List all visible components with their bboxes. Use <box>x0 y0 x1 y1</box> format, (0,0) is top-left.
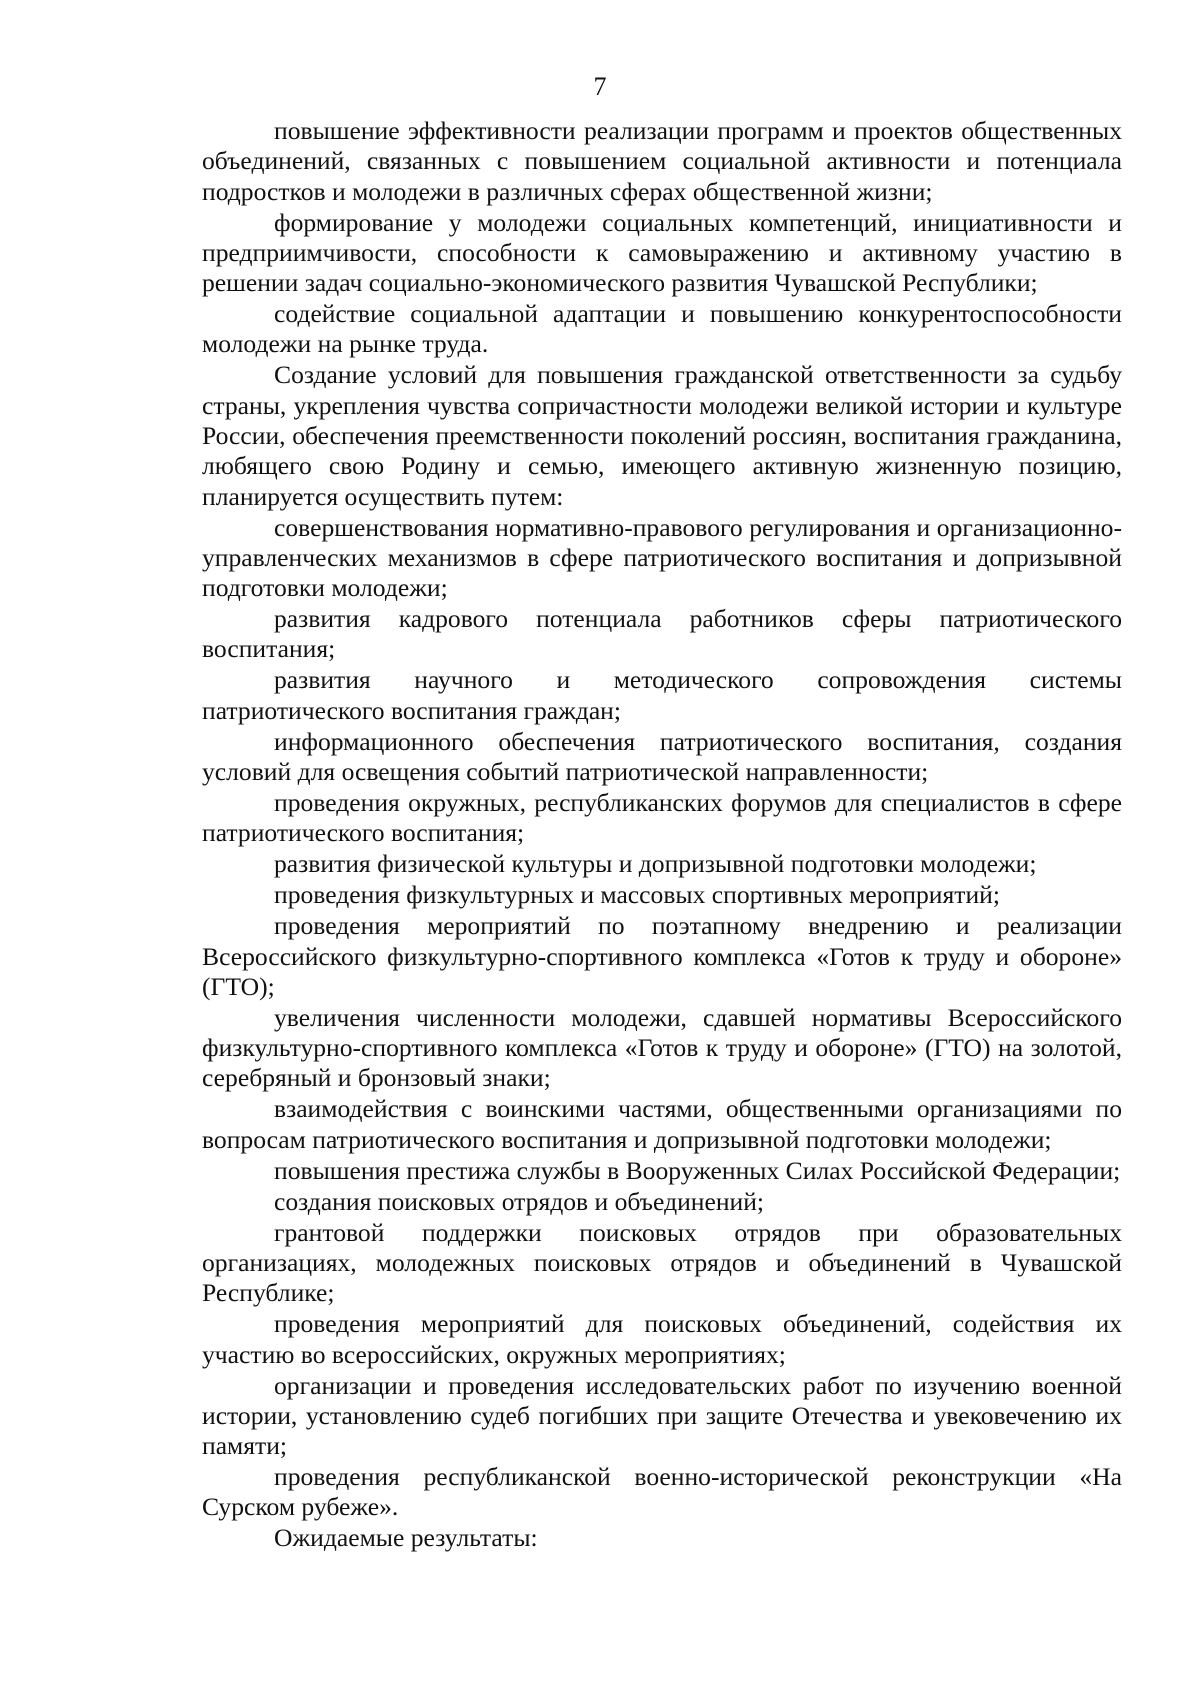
paragraph: повышение эффективности реализации программ и проектов общественных объединений, связанных с повышением социальной активности и потенциала подростков и молодежи в различных сферах общественной жизни; <box>202 116 1122 206</box>
document-body <box>202 116 1122 1554</box>
paragraph: проведения окружных, республиканских форумов для специалистов в сфере патриотического воспитания; <box>202 788 1122 848</box>
paragraph: Создание условий для повышения гражданской ответственности за судьбу страны, укрепления чувства сопричастности молодежи великой истории и культуре России, обеспечения преемственности поколений россиян, воспитания гражданина, любящего свою Родину и семью, имеющего активную жизненную позицию, планируется осуществить путем: <box>202 360 1122 511</box>
paragraph: проведения физкультурных и массовых спортивных мероприятий; <box>274 880 1000 910</box>
paragraph: грантовой поддержки поисковых отрядов при образовательных организациях, молодежных поисковых отрядов и объединений в Чувашской Республике; <box>202 1217 1122 1308</box>
paragraph: увеличения численности молодежи, сдавшей нормативы Всероссийского физкультурно-спортивного комплекса «Готов к труду и обороне» (ГТО) на золотой, серебряный и бронзовый знаки; <box>202 1002 1122 1093</box>
paragraph: организации и проведения исследовательских работ по изучению военной истории, установлению судеб погибших при защите Отечества и увековечению их памяти; <box>202 1370 1122 1461</box>
paragraph: Ожидаемые результаты: <box>274 1523 538 1553</box>
paragraph: проведения мероприятий по поэтапному внедрению и реализации Всероссийского физкультурно-спортивного комплекса «Готов к труду и обороне» (ГТО); <box>202 911 1122 1001</box>
paragraph: проведения мероприятий для поисковых объединений, содействия их участию во всероссийских, окружных мероприятиях; <box>202 1309 1122 1369</box>
paragraph: информационного обеспечения патриотического воспитания, создания условий для освещения событий патриотической направленности; <box>202 726 1122 787</box>
paragraph: развития кадрового потенциала работников сферы патриотического воспитания; <box>202 604 1122 664</box>
paragraph: взаимодействия с воинскими частями, общественными организациями по вопросам патриотического воспитания и допризывной подготовки молодежи; <box>202 1094 1122 1154</box>
paragraph: проведения республиканской военно-исторической реконструкции «На Сурском рубеже». <box>202 1462 1122 1522</box>
paragraph: развития научного и методического сопровождения системы патриотического воспитания граждан; <box>202 665 1122 725</box>
paragraph: создания поисковых отрядов и объединений; <box>274 1186 765 1216</box>
paragraph: содействие социальной адаптации и повышению конкурентоспособности молодежи на рынке труда. <box>202 299 1122 359</box>
paragraph: формирование у молодежи социальных компетенций, инициативности и предприимчивости, способности к самовыражению и активному участию в решении задач социально-экономического развития Чувашской Республики; <box>202 207 1122 298</box>
paragraph: повышения престижа службы в Вооруженных Силах Российской Федерации; <box>274 1155 1121 1185</box>
paragraph: развития физической культуры и допризывной подготовки молодежи; <box>274 849 1037 879</box>
page-number: 7 <box>593 72 607 101</box>
paragraph: совершенствования нормативно-правового регулирования и организационно-управленческих механизмов в сфере патриотического воспитания и допризывной подготовки молодежи; <box>202 512 1122 603</box>
